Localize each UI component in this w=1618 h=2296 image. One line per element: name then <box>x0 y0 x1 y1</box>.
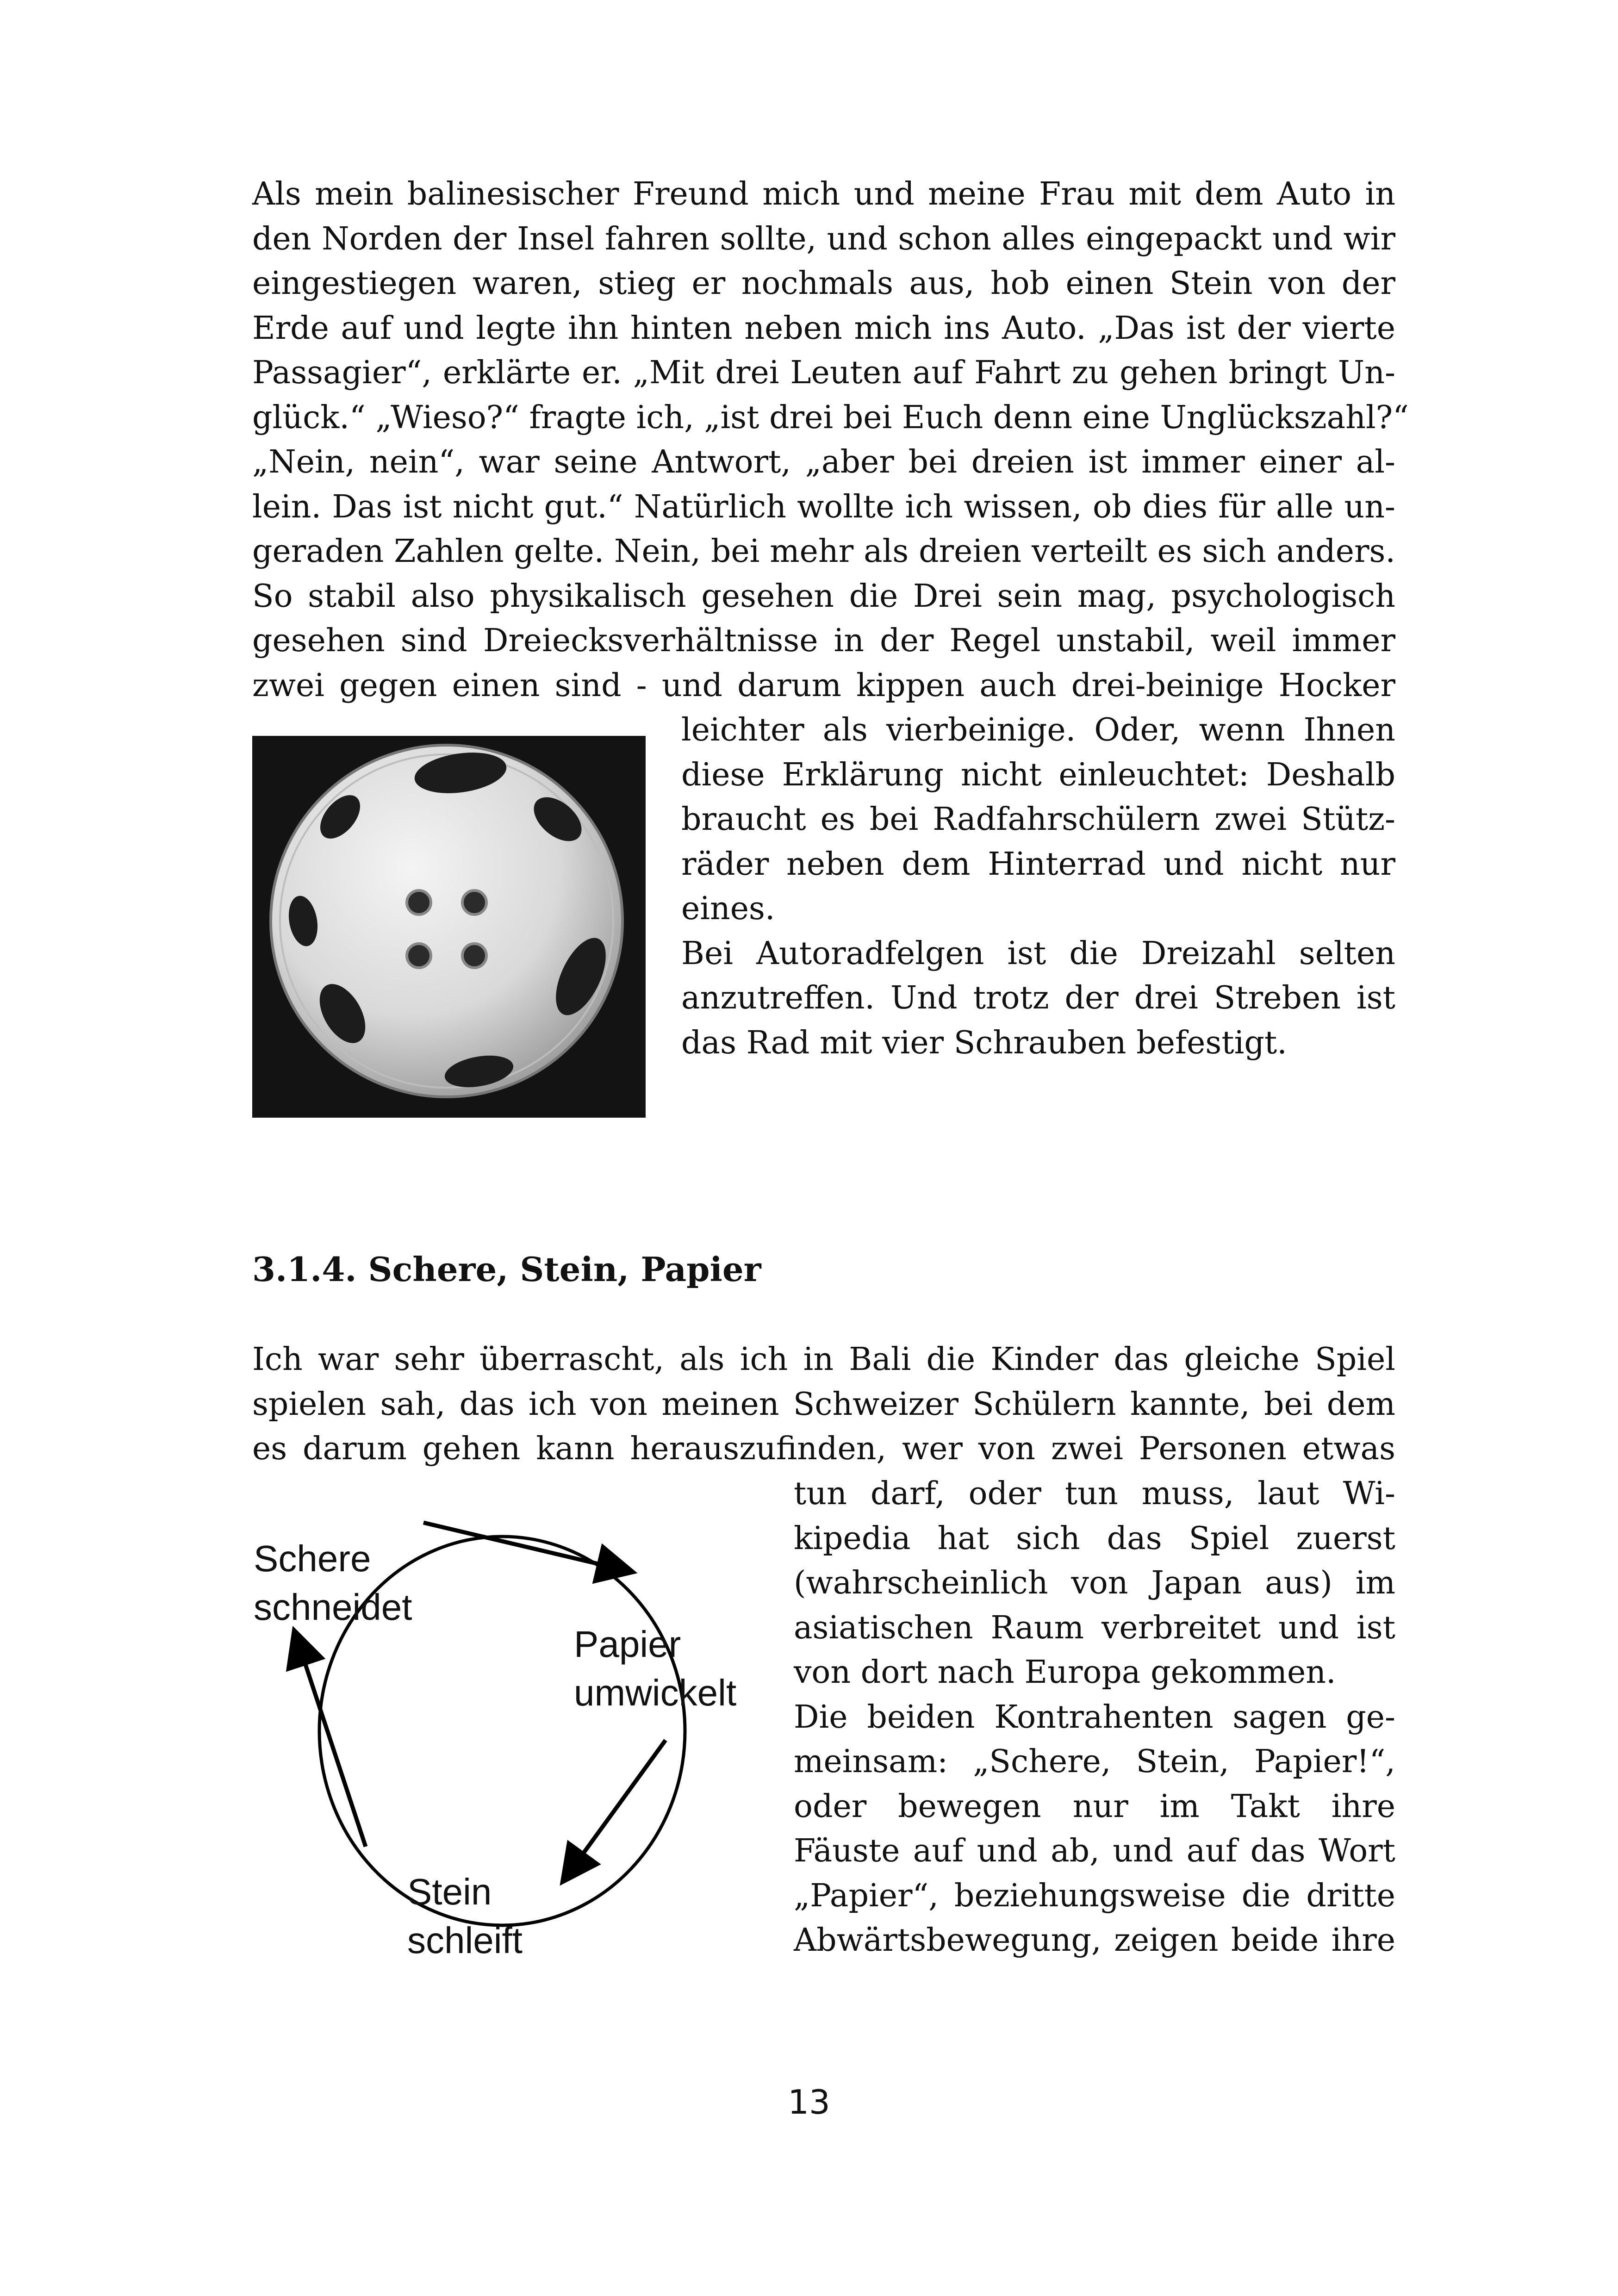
text-line: von dort nach Europa gekommen. <box>794 1654 1336 1691</box>
text-line: Abwärtsbewegung, zeigen beide ihre <box>794 1922 1395 1959</box>
label-schneidet: schneidet <box>254 1587 412 1628</box>
paragraph-game-side <box>794 1472 1395 1963</box>
text-line: diese Erklärung nicht einleuchtet: Deshalb <box>681 756 1395 793</box>
label-schleift: schleift <box>407 1920 523 1958</box>
text-line: das Rad mit vier Schrauben befestigt. <box>681 1024 1287 1061</box>
paragraph-game <box>252 1338 1395 1472</box>
text-line: anzutreffen. Und trotz der drei Streben ist <box>681 980 1395 1016</box>
text-line: Fäuste auf und ab, und auf das Wort <box>794 1833 1395 1869</box>
label-stein: Stein <box>407 1871 492 1912</box>
text-line: Erde auf und legte ihn hinten neben mich ins Auto. „Das ist der vierte <box>252 310 1395 347</box>
text-line: glück.“ „Wieso?“ fragte ich, „ist drei bei Euch denn eine Unglückszahl?“ <box>252 399 1409 436</box>
text-line: leichter als vierbeinige. Oder, wenn Ihnen <box>681 712 1395 748</box>
label-umwickelt: umwickelt <box>574 1672 737 1713</box>
text-line: Die beiden Kontrahenten sagen ge- <box>794 1699 1395 1736</box>
label-papier: Papier <box>574 1624 681 1665</box>
text-line: tun darf, oder tun muss, laut Wi- <box>794 1475 1395 1512</box>
text-line: es darum gehen kann herauszufinden, wer von zwei Personen etwas <box>252 1431 1395 1467</box>
text-line: kipedia hat sich das Spiel zuerst <box>794 1520 1395 1557</box>
paragraph-intro <box>252 172 1409 708</box>
text-line: So stabil also physikalisch gesehen die Drei sein mag, psychologisch <box>252 578 1395 615</box>
text-line: lein. Das ist nicht gut.“ Natürlich wollte ich wissen, ob dies für alle un- <box>252 488 1395 525</box>
text-line: „Papier“, beziehungsweise die dritte <box>794 1877 1395 1914</box>
text-line: geraden Zahlen gelte. Nein, bei mehr als dreien verteilt es sich anders. <box>252 533 1395 570</box>
text-line: räder neben dem Hinterrad und nicht nur <box>681 846 1395 883</box>
text-line: eines. <box>681 890 775 927</box>
paragraph-intro-side <box>681 708 1395 1065</box>
text-line: oder bewegen nur im Takt ihre <box>794 1788 1395 1825</box>
text-line: braucht es bei Radfahrschülern zwei Stütz- <box>681 801 1395 838</box>
rock-paper-scissors-diagram <box>245 1495 773 1958</box>
text-line: meinsam: „Schere, Stein, Papier!“, <box>794 1743 1395 1780</box>
text-line: Als mein balinesischer Freund mich und meine Frau mit dem Auto in <box>252 176 1395 212</box>
text-line: gesehen sind Dreiecksverhältnisse in der Regel unstabil, weil immer <box>252 622 1395 659</box>
text-line: spielen sah, das ich von meinen Schweizer Schülern kannte, bei dem <box>252 1386 1395 1423</box>
hubcap-photo <box>252 736 646 1118</box>
label-schere: Schere <box>254 1538 371 1579</box>
text-line: (wahrscheinlich von Japan aus) im <box>794 1565 1395 1601</box>
text-line: „Nein, nein“, war seine Antwort, „aber bei dreien ist immer einer al- <box>252 444 1395 480</box>
arrow-top <box>423 1523 629 1571</box>
text-line: asiatischen Raum verbreitet und ist <box>794 1609 1395 1646</box>
page-number: 13 <box>788 2083 830 2122</box>
text-line: Bei Autoradfelgen ist die Dreizahl selten <box>681 935 1395 972</box>
text-line: Passagier“, erklärte er. „Mit drei Leuten auf Fahrt zu gehen bringt Un- <box>252 355 1395 391</box>
arrow-right <box>565 1740 666 1879</box>
text-line: den Norden der Insel fahren sollte, und schon alles eingepackt und wir <box>252 220 1395 257</box>
text-line: eingestiegen waren, stieg er nochmals aus, hob einen Stein von der <box>252 265 1395 302</box>
section-heading: 3.1.4. Schere, Stein, Papier <box>252 1250 761 1289</box>
text-line: Ich war sehr überrascht, als ich in Bali die Kinder das gleiche Spiel <box>252 1341 1395 1378</box>
text-line: zwei gegen einen sind - und darum kippen auch drei-beinige Hocker <box>252 667 1395 704</box>
